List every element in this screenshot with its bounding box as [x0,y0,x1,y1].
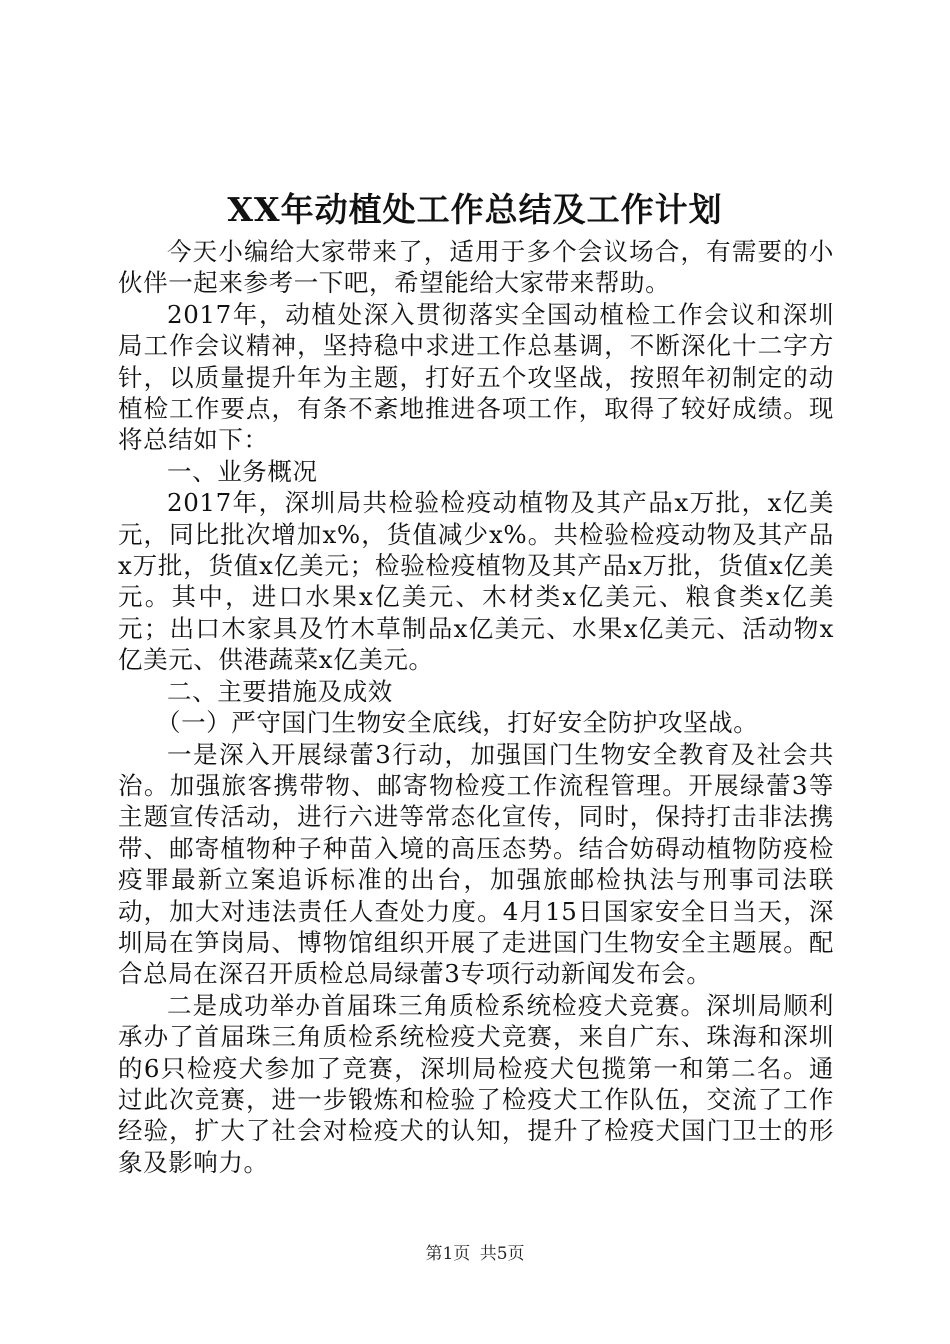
measure-one-paragraph: 一是深入开展绿蕾3行动，加强国门生物安全教育及社会共治。加强旅客携带物、邮寄物检疫工作流程管理。开展绿蕾3等主题宣传活动，进行六进等常态化宣传，同时，保持打击非法携带、邮寄植物种子种苗入境的高压态势。结合妨碍动植物防疫检疫罪最新立案追诉标准的出台，加强旅邮检执法与刑事司法联动，加大对违法责任人查处力度。4月15日国家安全日当天，深圳局在笋岗局、博物馆组织开展了走进国门生物安全主题展。配合总局在深召开质检总局绿蕾3专项行动新闻发布会。 [118,739,834,989]
measure-two-paragraph: 二是成功举办首届珠三角质检系统检疫犬竞赛。深圳局顺利承办了首届珠三角质检系统检疫犬竞赛，来自广东、珠海和深圳的6只检疫犬参加了竞赛，深圳局检疫犬包揽第一和第二名。通过此次竞赛，进一步锻炼和检验了检疫犬工作队伍，交流了工作经验，扩大了社会对检疫犬的认知，提升了检疫犬国门卫士的形象及影响力。 [118,990,834,1177]
page-footer [0,1243,950,1265]
page-number: 第1页 [425,1244,471,1264]
summary-paragraph: 2017年，动植处深入贯彻落实全国动植检工作会议和深圳局工作会议精神，坚持稳中求进工作总基调，不断深化十二字方针，以质量提升年为主题，打好五个攻坚战，按照年初制定的动植检工作要点，有条不紊地推进各项工作，取得了较好成绩。现将总结如下： [118,299,834,455]
business-overview-paragraph: 2017年，深圳局共检验检疫动植物及其产品x万批，x亿美元，同比批次增加x%，货值减少x%。共检验检疫动物及其产品x万批，货值x亿美元；检验检疫植物及其产品x万批，货值x亿美元。其中，进口水果x亿美元、木材类x亿美元、粮食类x亿美元；出口木家具及竹木草制品x亿美元、水果x亿美元、活动物x亿美元、供港蔬菜x亿美元。 [118,488,834,675]
document-body [118,236,834,1178]
intro-paragraph: 今天小编给大家带来了，适用于多个会议场合，有需要的小伙伴一起来参考一下吧，希望能给大家带来帮助。 [118,237,834,298]
section-heading-measures: 二、主要措施及成效 [167,676,393,706]
document-title: XX年动植处工作总结及工作计划 [227,190,723,229]
subsection-heading-biosecurity: （一）严守国门生物安全底线，打好安全防护攻坚战。 [155,708,759,738]
section-heading-business-overview: 一、业务概况 [167,456,318,486]
page-total: 共5页 [479,1244,525,1264]
